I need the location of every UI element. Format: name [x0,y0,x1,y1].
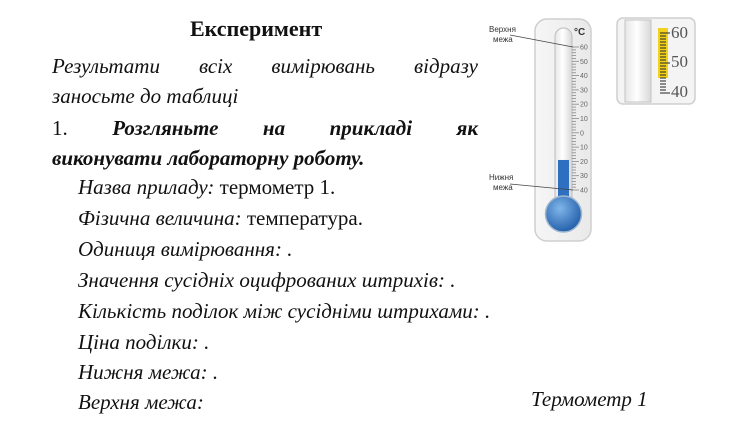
figure-caption: Термометр 1 [531,387,648,411]
field-value: . [479,299,491,323]
scale-label: 30 [580,87,588,95]
zoom-label-60: 60 [671,23,688,42]
scale-label: 20 [580,158,588,166]
thermometer-bulb [546,196,582,232]
field-value: . [281,237,293,261]
field-label: Фізична величина: [78,206,242,230]
unit-label: °C [574,27,586,38]
field-unit [78,234,292,264]
lower-limit-label-1: Нижня [489,173,514,182]
step-line-2: виконувати лабораторну роботу. [52,146,365,170]
thermometer-figure [480,14,700,250]
intro-line-1: Результати всіх вимірювань відразу [52,54,478,78]
field-label: Кількість поділок між сусідніми штрихами: [78,299,480,323]
field-label: Назва приладу: [78,175,215,199]
field-label: Верхня межа: [78,390,204,414]
scale-label: 40 [580,73,588,81]
scale-label: 20 [580,101,588,109]
upper-limit-label-2: межа [493,35,513,44]
step-number: 1. [52,116,68,140]
scale-label: 10 [580,116,588,123]
field-label: Нижня межа: [78,360,208,384]
lower-limit-label-2: межа [493,183,513,192]
field-upper-limit [78,387,204,417]
field-value: . [198,330,210,354]
field-adjacent-values [78,265,455,295]
step-line-1 [52,113,478,143]
zoom-label-40: 40 [671,82,688,101]
field-value: . [207,360,219,384]
field-division-price [78,327,209,357]
field-lower-limit [78,357,218,387]
scale-label: 10 [580,144,588,152]
field-physical-quantity [78,203,363,233]
scale-label: 50 [580,58,588,66]
zoom-label-50: 50 [671,52,688,71]
scale-label: 60 [580,44,588,52]
field-device-name [78,172,335,202]
scale-label: 0 [580,130,584,138]
intro-line-2: заносьте до таблиці [52,84,239,108]
field-division-count [78,296,490,326]
field-label: Ціна поділки: [78,330,199,354]
field-label: Значення сусідніх оцифрованих штрихів: [78,268,445,292]
upper-limit-label-1: Верхня [489,25,516,34]
field-value: температура. [241,206,363,230]
step-text-1: Розгляньте на прикладі як [112,116,478,140]
zoom-inset [617,18,695,104]
scale-label: 30 [580,173,588,181]
field-label: Одиниця вимірювання: [78,237,282,261]
field-value: . [444,268,456,292]
scale-label: 40 [580,187,588,195]
page-title: Експеримент [190,16,323,41]
field-value: термометр 1. [214,175,336,199]
